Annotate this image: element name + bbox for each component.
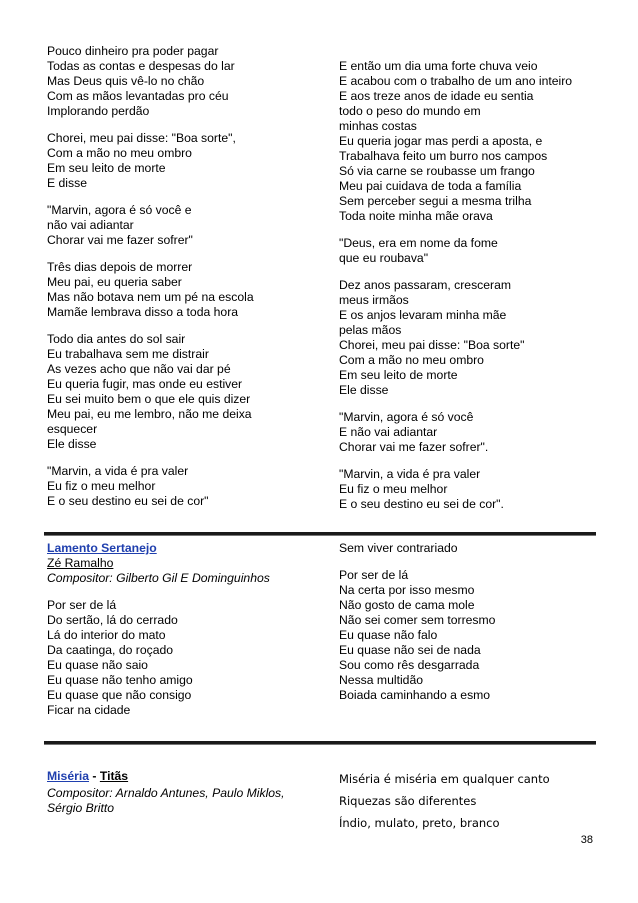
lyric-line: Em seu leito de morte [339, 368, 458, 382]
section-divider [44, 741, 596, 745]
stanza [339, 467, 599, 512]
lyric-line: Ficar na cidade [47, 703, 131, 717]
stanza [47, 44, 337, 119]
lyric-line: "Deus, era em nome da fome [339, 236, 498, 250]
lyric-line: Mas Deus quis vê-lo no chão [47, 74, 205, 88]
lyric-line: Eu quase não saio [47, 658, 148, 672]
lyric-line: Sem perceber segui a mesma trilha [339, 194, 532, 208]
lyric-line: Todo dia antes do sol sair [47, 332, 186, 346]
lyric-line: Meu pai, eu queria saber [47, 275, 182, 289]
lyric-line: Chorei, meu pai disse: "Boa sorte", [47, 131, 236, 145]
lyric-line: Com as mãos levantadas pro céu [47, 89, 229, 103]
lyric-line: Chorar vai me fazer sofrer". [339, 440, 489, 454]
lyric-line: Miséria é miséria em qualquer canto [339, 772, 550, 786]
lyric-line: Eu quase não falo [339, 628, 438, 642]
lyric-line: não vai adiantar [47, 218, 134, 232]
lyric-line: Não sei comer sem torresmo [339, 613, 496, 627]
page-number: 38 [580, 834, 593, 846]
stanza [47, 464, 337, 509]
lyric-line: Eu quase não sei de nada [339, 643, 481, 657]
lyric-line: Lá do interior do mato [47, 628, 166, 642]
lyric-line: E acabou com o trabalho de um ano inteiro [339, 74, 573, 88]
composer-credit: Compositor: Gilberto Gil E Dominguinhos [47, 571, 270, 585]
lyric-line: meus irmãos [339, 293, 409, 307]
lyric-line: Do sertão, lá do cerrado [47, 613, 178, 627]
lyric-line: Sou como rês desgarrada [339, 658, 480, 672]
lyric-line: Com a mão no meu ombro [339, 353, 484, 367]
lyric-line: Por ser de lá [47, 598, 117, 612]
marvin-right-column [339, 59, 599, 512]
lyric-line: E não vai adiantar [339, 425, 438, 439]
song-title-link[interactable]: Miséria [47, 769, 90, 783]
lyric-line: Da caatinga, do roçado [47, 643, 174, 657]
lamento-left-column [47, 541, 337, 718]
lyric-line: Eu queria fugir, mas onde eu estiver [47, 377, 243, 391]
song-title-link[interactable]: Lamento Sertanejo [47, 541, 157, 555]
lyric-line: Riquezas são diferentes [339, 794, 477, 808]
lyric-line: Eu sei muito bem o que ele quis dizer [47, 392, 251, 406]
lyric-line: Implorando perdão [47, 104, 150, 118]
artist-name[interactable]: Zé Ramalho [47, 556, 114, 570]
lyric-line: Eu fiz o meu melhor [339, 482, 448, 496]
lyric-line: Ele disse [47, 437, 97, 451]
lyric-line: Nessa multidão [339, 673, 423, 687]
lyric-line: esquecer [47, 422, 98, 436]
artist-name[interactable]: Titãs [99, 769, 129, 783]
composer-credit: Sérgio Britto [47, 801, 115, 815]
lyric-line: Sem viver contrariado [339, 541, 458, 555]
marvin-left-column [47, 44, 337, 509]
lyric-line: Trabalhava feito um burro nos campos [339, 149, 548, 163]
lyric-line: "Marvin, a vida é pra valer [339, 467, 481, 481]
lyric-line: E então um dia uma forte chuva veio [339, 59, 538, 73]
lyric-line: E o seu destino eu sei de cor". [339, 497, 504, 511]
lyric-line: Boiada caminhando a esmo [339, 688, 491, 702]
stanza [47, 131, 337, 191]
lyric-line: Eu queria jogar mas perdi a aposta, e [339, 134, 543, 148]
lyric-line: Na certa por isso mesmo [339, 583, 475, 597]
lyric-line: pelas mãos [339, 323, 402, 337]
lyric-line: Eu quase não tenho amigo [47, 673, 193, 687]
lyric-line: E os anjos levaram minha mãe [339, 308, 507, 322]
stanza [339, 568, 599, 703]
miseria-left-column [47, 769, 337, 816]
lyric-line: Mas não botava nem um pé na escola [47, 290, 254, 304]
lyric-line: Eu quase que não consigo [47, 688, 192, 702]
lyric-line: Ele disse [339, 383, 389, 397]
lyric-line: Dez anos passaram, cresceram [339, 278, 512, 292]
lyric-line: E aos treze anos de idade eu sentia [339, 89, 534, 103]
stanza [47, 260, 337, 320]
lyric-line: Não gosto de cama mole [339, 598, 475, 612]
stanza [339, 278, 599, 398]
lyric-line: Pouco dinheiro pra poder pagar [47, 44, 219, 58]
lyric-line: Com a mão no meu ombro [47, 146, 192, 160]
composer-credit: Compositor: Arnaldo Antunes, Paulo Miklos, [47, 786, 285, 800]
lyric-line: Eu fiz o meu melhor [47, 479, 156, 493]
lyric-line: minhas costas [339, 119, 417, 133]
lyric-line: Três dias depois de morrer [47, 260, 193, 274]
lyric-line: Eu trabalhava sem me distrair [47, 347, 209, 361]
lyric-line: Em seu leito de morte [47, 161, 166, 175]
lamento-right-column [339, 541, 599, 703]
lyric-line: Mamãe lembrava disso a toda hora [47, 305, 239, 319]
stanza [339, 236, 599, 266]
lyric-line: "Marvin, agora é só você [339, 410, 474, 424]
title-separator: - [89, 769, 100, 783]
lyric-line: As vezes acho que não vai dar pé [47, 362, 231, 376]
lyric-line: E o seu destino eu sei de cor" [47, 494, 209, 508]
lyric-line: Meu pai cuidava de toda a família [339, 179, 522, 193]
miseria-right-column [339, 769, 599, 833]
section-divider [44, 532, 596, 536]
lyric-line: Todas as contas e despesas do lar [47, 59, 235, 73]
lyric-line: Índio, mulato, preto, branco [339, 816, 500, 830]
stanza [47, 203, 337, 248]
lyric-line: Toda noite minha mãe orava [339, 209, 493, 223]
lyric-line: Por ser de lá [339, 568, 409, 582]
song-heading [47, 769, 337, 784]
lyric-line: "Marvin, agora é só você e [47, 203, 192, 217]
stanza [47, 598, 337, 718]
lyric-line: que eu roubava" [339, 251, 429, 265]
lyric-line: Chorei, meu pai disse: "Boa sorte" [339, 338, 525, 352]
lyric-line: Meu pai, eu me lembro, não me deixa [47, 407, 252, 421]
stanza [47, 332, 337, 452]
stanza [339, 410, 599, 455]
lyric-line: todo o peso do mundo em [339, 104, 481, 118]
lyric-line: Chorar vai me fazer sofrer" [47, 233, 193, 247]
lyric-line: Só via carne se roubasse um frango [339, 164, 535, 178]
stanza [339, 59, 599, 224]
lyric-line: E disse [47, 176, 87, 190]
lyric-line: "Marvin, a vida é pra valer [47, 464, 189, 478]
